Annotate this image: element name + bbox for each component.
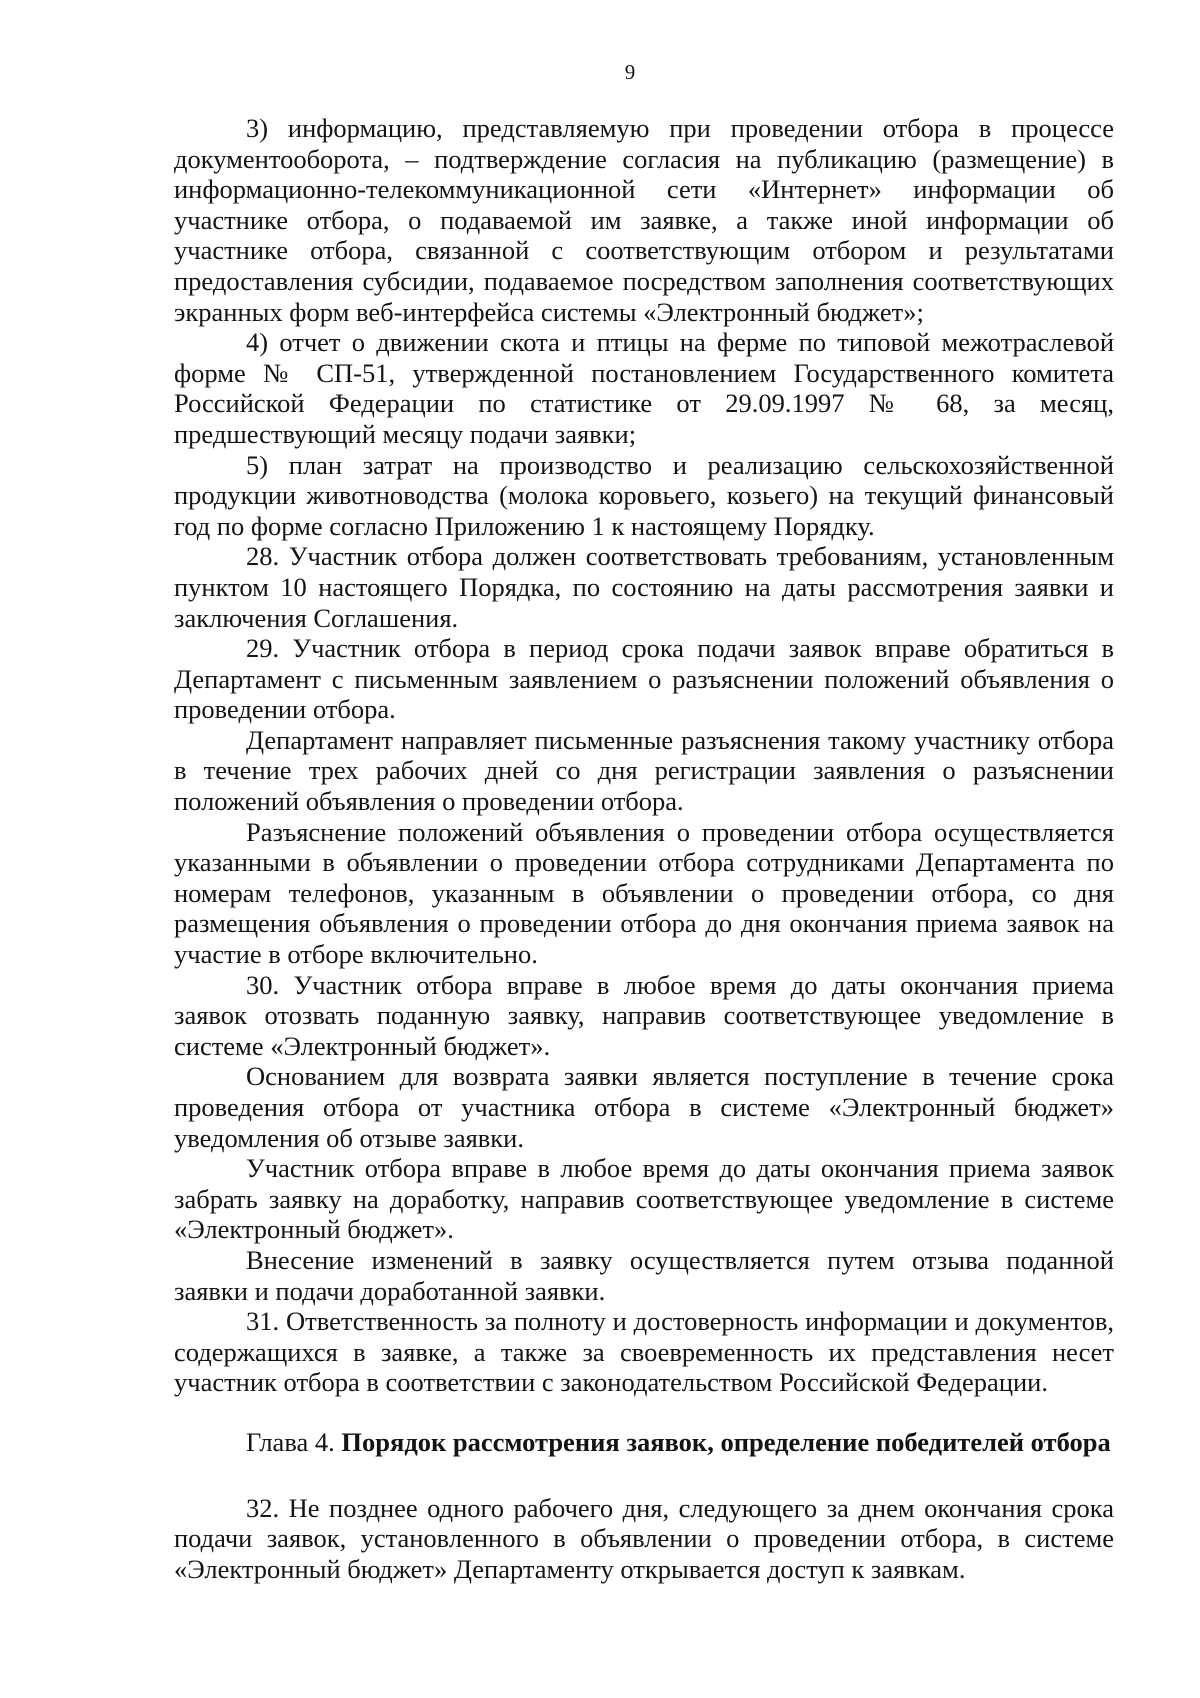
paragraph-29-explanation: Разъяснение положений объявления о проведении отбора осуществляется указанными в объявлении о проведении отбора сотрудниками Департамента по номерам телефонов, указанным в объявлении о проведении отбора, со дня размещения объявления о проведении отбора до дня окончания приема заявок на участие в отборе включительно. bbox=[174, 816, 1114, 970]
paragraph-29: 29. Участник отбора в период срока подачи заявок вправе обратиться в Департамент с письменным заявлением о разъяснении положений объявления о проведении отбора. bbox=[174, 633, 1114, 725]
paragraph-28: 28. Участник отбора должен соответствовать требованиям, установленным пунктом 10 настоящего Порядка, по состоянию на даты рассмотрения заявки и заключения Соглашения. bbox=[174, 541, 1114, 633]
paragraph-item-3: 3) информацию, представляемую при проведении отбора в процессе документооборота, – подтверждение согласия на публикацию (размещение) в информационно-телекоммуникационной сети «Интернет» информации об участнике отбора, о подаваемой им заявке, а также иной информации об участнике отбора, связанной с соответствующим отбором и результатами предоставления субсидии, подаваемое посредством заполнения соответствующих экранных форм веб-интерфейса системы «Электронный бюджет»; bbox=[174, 113, 1114, 327]
paragraph-30-revision: Участник отбора вправе в любое время до даты окончания приема заявок забрать заявку на доработку, направив соответствующее уведомление в системе «Электронный бюджет». bbox=[174, 1153, 1114, 1245]
paragraph-29-clarification: Департамент направляет письменные разъяснения такому участнику отбора в течение трех рабочих дней со дня регистрации заявления о разъяснении положений объявления о проведении отбора. bbox=[174, 724, 1114, 817]
paragraph-item-4: 4) отчет о движении скота и птицы на ферме по типовой межотраслевой форме № СП-51, утвержденной постановлением Государственного комитета Российской Федерации по статистике от 29.09.1997 № 68, за месяц, предшествующий месяцу подачи заявки; bbox=[174, 327, 1114, 449]
page-number: 9 bbox=[624, 60, 636, 84]
paragraph-30-changes: Внесение изменений в заявку осуществляется путем отзыва поданной заявки и подачи доработанной заявки. bbox=[174, 1244, 1114, 1306]
chapter-heading-prefix: Глава 4. bbox=[246, 1426, 342, 1457]
paragraph-31: 31. Ответственность за полноту и достоверность информации и документов, содержащихся в заявке, а также за своевременность их представления несет участник отбора в соответствии с законодательством Российской Федерации. bbox=[174, 1306, 1114, 1398]
document-body bbox=[174, 113, 1114, 1584]
paragraph-30-return-basis: Основанием для возврата заявки является поступление в течение срока проведения отбора от участника отбора в системе «Электронный бюджет» уведомления об отзыве заявки. bbox=[174, 1061, 1114, 1153]
paragraph-30: 30. Участник отбора вправе в любое время до даты окончания приема заявок отозвать поданную заявку, направив соответствующее уведомление в системе «Электронный бюджет». bbox=[174, 969, 1114, 1061]
paragraph-32: 32. Не позднее одного рабочего дня, следующего за днем окончания срока подачи заявок, установленного в объявлении о проведении отбора, в системе «Электронный бюджет» Департаменту открывается доступ к заявкам. bbox=[174, 1492, 1114, 1584]
chapter-heading bbox=[174, 1427, 1114, 1458]
chapter-heading-title: Порядок рассмотрения заявок, определение победителей отбора bbox=[341, 1426, 1111, 1457]
paragraph-item-5: 5) план затрат на производство и реализацию сельскохозяйственной продукции животноводства (молока коровьего, козьего) на текущий финансовый год по форме согласно Приложению 1 к настоящему Порядку. bbox=[174, 449, 1114, 541]
